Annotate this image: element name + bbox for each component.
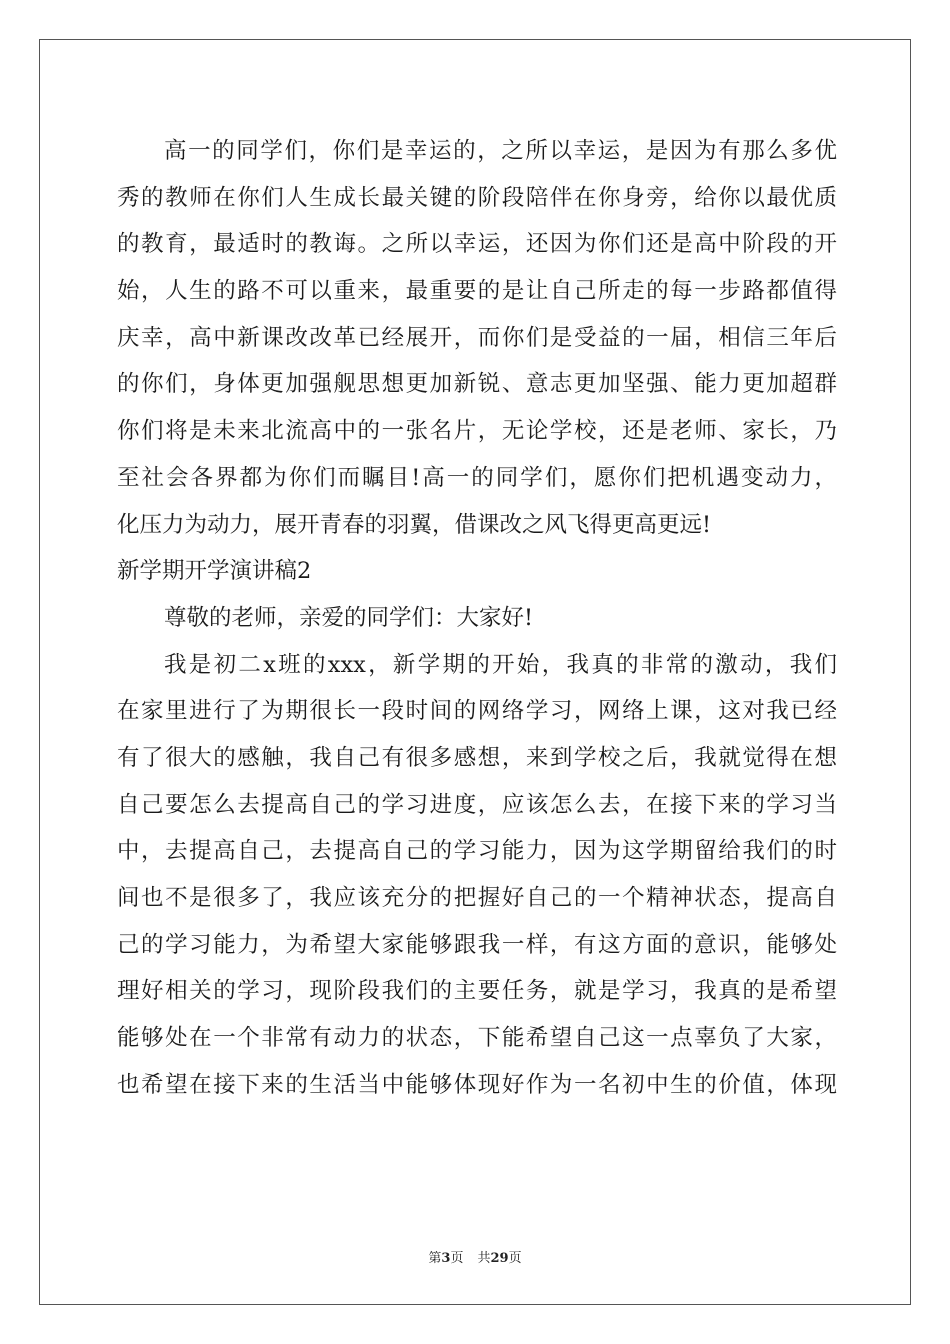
text-line: 秀的教师在你们人生成长最关键的阶段陪伴在你身旁，给你以最优质	[117, 184, 837, 211]
text-line: 至社会各界都为你们而瞩目!高一的同学们，愿你们把机遇变动力，	[117, 464, 837, 491]
text-line: 新学期开学演讲稿2	[117, 558, 312, 585]
text-line: 的你们，身体更加强舰思想更加新锐、意志更加坚强、能力更加超群	[117, 371, 837, 398]
page-footer	[0, 1247, 950, 1266]
text-line: 有了很大的感触，我自己有很多感想，来到学校之后，我就觉得在想	[117, 744, 837, 771]
text-line: 我是初二x班的xxx，新学期的开始，我真的非常的激动，我们	[164, 651, 837, 678]
text-line: 庆幸，高中新课改改革已经展开，而你们是受益的一届，相信三年后	[117, 324, 837, 351]
text-line: 也希望在接下来的生活当中能够体现好作为一名初中生的价值，体现	[117, 1071, 837, 1098]
page-number-total: 29	[490, 1251, 509, 1266]
text-line: 在家里进行了为期很长一段时间的网络学习，网络上课，这对我已经	[117, 698, 837, 725]
text-line: 能够处在一个非常有动力的状态，下能希望自己这一点辜负了大家，	[117, 1025, 837, 1052]
text-line: 己的学习能力，为希望大家能够跟我一样，有这方面的意识，能够处	[117, 931, 837, 958]
text-line: 间也不是很多了，我应该充分的把握好自己的一个精神状态，提高自	[117, 885, 837, 911]
text-line: 你们将是未来北流高中的一张名片，无论学校，还是老师、家长，乃	[117, 418, 837, 445]
text-line: 尊敬的老师，亲爱的同学们：大家好!	[164, 604, 534, 631]
text-line: 化压力为动力，展开青春的羽翼，借课改之风飞得更高更远!	[117, 511, 712, 538]
text-line: 始，人生的路不可以重来，最重要的是让自己所走的每一步路都值得	[117, 278, 837, 305]
total-label-suffix: 页	[508, 1251, 522, 1266]
page-label-suffix: 页	[450, 1251, 464, 1266]
text-line: 理好相关的学习，现阶段我们的主要任务，就是学习，我真的是希望	[117, 978, 837, 1005]
text-line: 中，去提高自己，去提高自己的学习能力，因为这学期留给我们的时	[117, 838, 837, 865]
text-line: 自己要怎么去提高自己的学习进度，应该怎么去，在接下来的学习当	[117, 791, 837, 818]
page-label-prefix: 第	[428, 1251, 442, 1266]
document-body	[117, 128, 837, 1108]
text-line: 的教育，最适时的教诲。之所以幸运，还因为你们还是高中阶段的开	[117, 231, 837, 258]
text-line: 高一的同学们，你们是幸运的，之所以幸运，是因为有那么多优	[164, 138, 837, 164]
total-label-prefix: 共	[477, 1251, 491, 1266]
page-number-current: 3	[441, 1251, 451, 1266]
